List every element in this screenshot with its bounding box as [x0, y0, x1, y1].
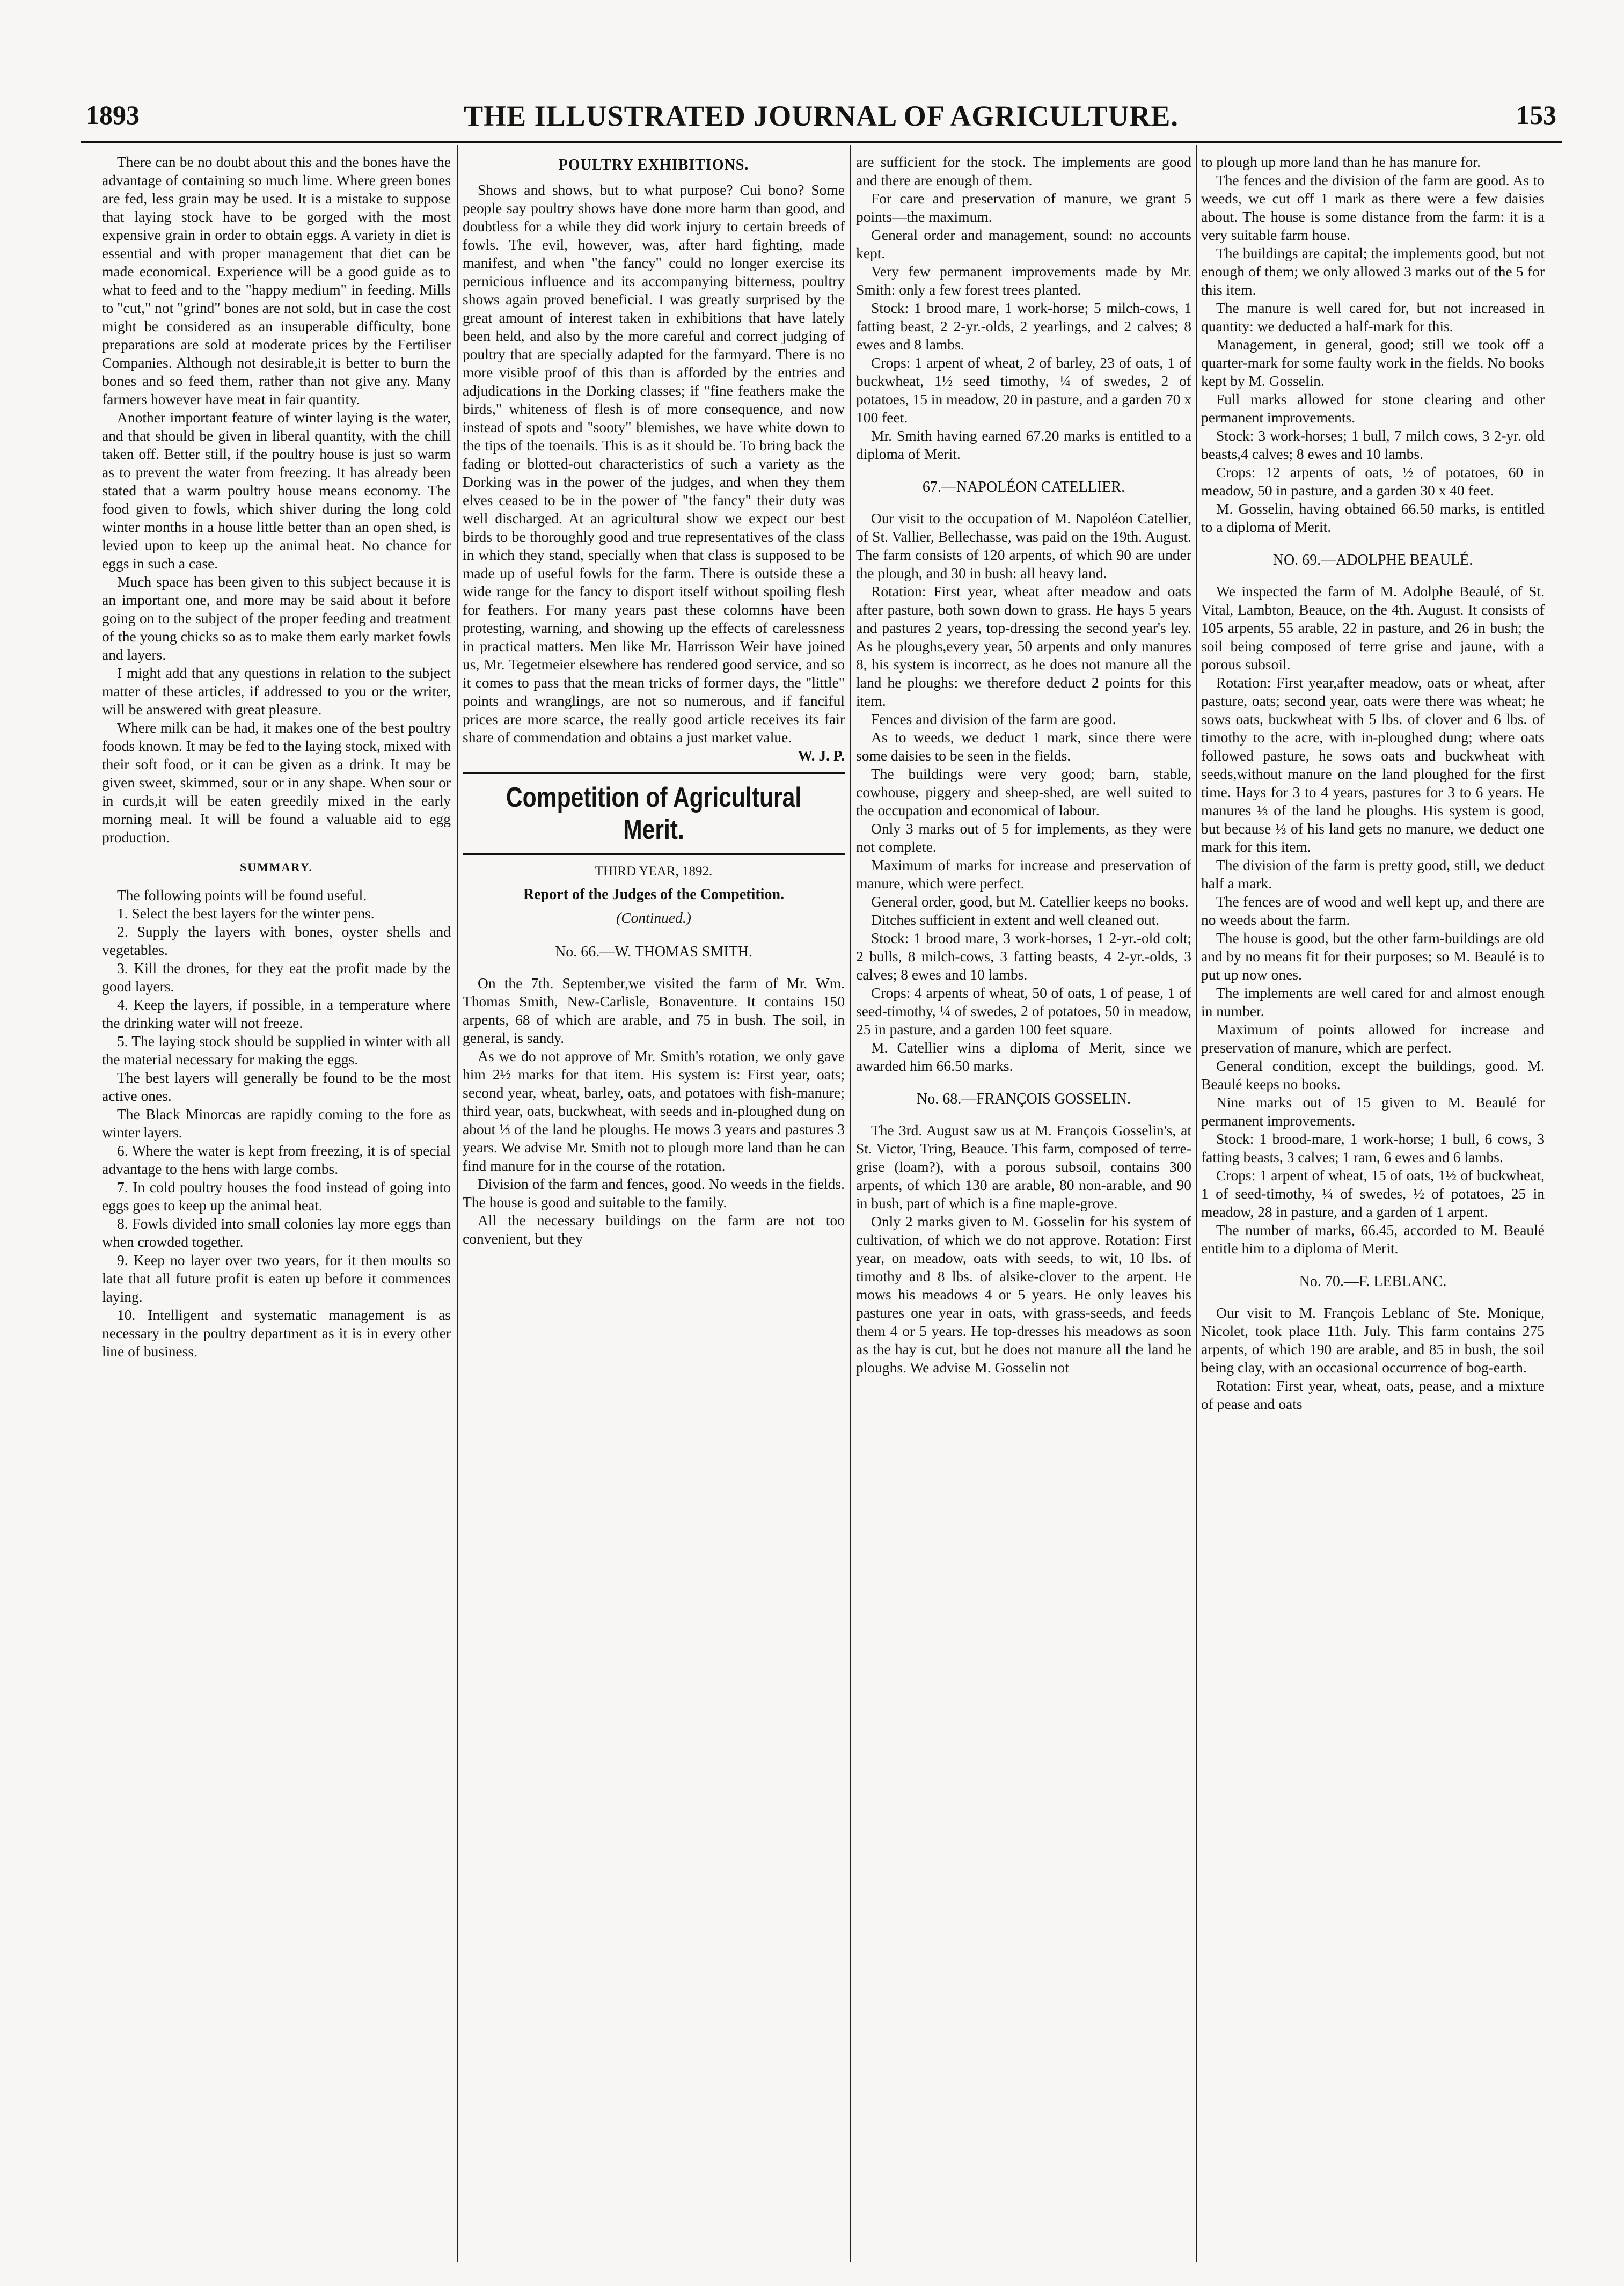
entry-69-title: NO. 69.—ADOLPHE BEAULÉ.: [1272, 552, 1473, 568]
paragraph: Mr. Smith having earned 67.20 marks is entitled to a diploma of Merit.: [856, 427, 1191, 462]
header-rule: [81, 141, 1562, 143]
paragraph: There can be no doubt about this and the bones have the advantage of containing so much lime. Where green bones are fed, less grain may be used. It is a mistake to suppose that laying stock have to be gorged with the most expensive grain in order to obtain eggs. A variety in diet is essential and with proper management that diet can be made economical. Experience will be a good guide as to what to feed and to the "happy medium" in feeding. Mills to "cut," not "grind" bones are not sold, but in case the cost might be considered as an insuperable difficulty, bone preparations are sold at moderate prices by the Fertiliser Companies. Although not desirable,it is better to burn the bones and so feed them, rather than not give any. Many farmers however have meat in fair quantity.: [102, 154, 451, 407]
paragraph: Full marks allowed for stone clearing and other permanent improvements.: [1201, 391, 1545, 426]
paragraph: Where milk can be had, it makes one of the best poultry foods known. It may be fed to the laying stock, mixed with their soft food, or it can be given as a drink. It may be given sweet, skimmed, sour or in any shape. When sour or in curds,it will be eaten greedily mixed in the early morning meal. It will be found a valuable aid to egg production.: [102, 719, 451, 845]
summary-item: 1. Select the best layers for the winter pens.: [117, 905, 375, 922]
paragraph: General condition, except the buildings, good. M. Beaulé keeps no books.: [1201, 1057, 1545, 1092]
paragraph: General order, good, but M. Catellier keeps no books.: [871, 893, 1189, 910]
paragraph: Much space has been given to this subject because it is an important one, and more may be said about it before going on to the subject of the proper feeding and treatment of the young chicks so as to make them early market fowls and layers.: [102, 573, 451, 663]
paragraph: Very few permanent improvements made by Mr. Smith: only a few forest trees planted.: [856, 263, 1191, 298]
paragraph: Our visit to M. François Leblanc of Ste. Monique, Nicolet, took place 11th. July. This farm contains 275 arpents, of which 190 are arable, and 85 in bush, the soil being clay, with an occasional occurrence of bog-earth.: [1201, 1304, 1545, 1376]
paragraph: For care and preservation of manure, we grant 5 points—the maximum.: [856, 190, 1191, 225]
summary-item: The best layers will generally be found to be the most active ones.: [102, 1069, 451, 1104]
paragraph: Nine marks out of 15 given to M. Beaulé for permanent improvements.: [1201, 1094, 1545, 1129]
paragraph: The manure is well cared for, but not increased in quantity: we deducted a half-mark for this.: [1201, 300, 1545, 334]
paragraph: Management, in general, good; still we took off a quarter-mark for some faulty work in the fields. No books kept by M. Gosselin.: [1201, 336, 1545, 389]
paragraph: Crops: 1 arpent of wheat, 15 of oats, 1½ of buckwheat, 1 of seed-timothy, ¼ of swedes, ½ of potatoes, 25 in meadow, 28 in pasture, and a garden of 1 arpent.: [1201, 1167, 1545, 1220]
report-title: Report of the Judges of the Competition.: [523, 886, 785, 903]
paragraph: General order and management, sound: no accounts kept.: [856, 227, 1191, 261]
paragraph: The buildings were very good; barn, stable, cowhouse, piggery and sheep-shed, are well suited to the occupation and economical of labour.: [856, 765, 1191, 819]
paragraph: Ditches sufficient in extent and well cleaned out.: [871, 911, 1160, 928]
summary-item: 4. Keep the layers, if possible, in a temperature where the drinking water will not freeze.: [102, 996, 451, 1031]
entry-66-title: No. 66.—W. THOMAS SMITH.: [555, 944, 752, 960]
header-year: 1893: [86, 100, 140, 130]
paragraph: Rotation: First year, wheat after meadow and oats after pasture, both sown down to grass. He hays 5 years and pastures 2 years, top-dressing the second year's ley. As he ploughs,every year, 50 arpents and only manures 8, his system is incorrect, as he does not manure all the land he ploughs: we therefore deduct 2 points for this item.: [856, 583, 1191, 709]
summary-item: 5. The laying stock should be supplied in winter with all the material necessary for making the eggs.: [102, 1033, 451, 1068]
paragraph: As we do not approve of Mr. Smith's rotation, we only gave him 2½ marks for that item. His system is: First year, oats; second year, wheat, barley, oats, and potatoes with fish-manure; third year, oats, buckwheat, with seeds and in-ploughed dung on about ⅓ of the land he ploughs. He mows 3 years and pastures 3 years. We advise Mr. Smith not to plough more land than he can find manure for in the course of the rotation.: [463, 1048, 845, 1174]
column-4: [1201, 153, 1545, 2262]
paragraph: Maximum of marks for increase and preservation of manure, which were perfect.: [856, 857, 1191, 892]
paragraph: Stock: 1 brood mare, 3 work-horses, 1 2-yr.-old colt; 2 bulls, 8 milch-cows, 3 fatting beasts, 4 2-yr.-olds, 3 calves; 8 ewes and 10 lambs.: [856, 930, 1191, 983]
column-2: [463, 153, 845, 2262]
page-header: [81, 99, 1562, 137]
paragraph: Rotation: First year, wheat, oats, pease, and a mixture of pease and oats: [1201, 1377, 1545, 1412]
section-rule: [463, 853, 845, 855]
paragraph: The buildings are capital; the implements good, but not enough of them; we only allowed 3 marks out of the 5 for this item.: [1201, 245, 1545, 298]
paragraph: Our visit to the occupation of M. Napoléon Catellier, of St. Vallier, Bellechasse, was paid on the 19th. August. The farm consists of 120 arpents, of which 90 are under the plough, and 30 in bush: all heavy land.: [856, 510, 1191, 581]
entry-67-title: 67.—NAPOLÉON CATELLIER.: [922, 479, 1125, 495]
paragraph: Stock: 1 brood mare, 1 work-horse; 5 milch-cows, 1 fatting beast, 2 2-yr.-olds, 2 yearlings, and 2 calves; 8 ewes and 8 lambs.: [856, 300, 1191, 353]
paragraph: The division of the farm is pretty good, still, we deduct half a mark.: [1201, 857, 1545, 892]
paragraph: The implements are well cared for and almost enough in number.: [1201, 984, 1545, 1019]
poultry-exhibitions-text: Shows and shows, but to what purpose? Cui bono? Some people say poultry shows have done more harm than good, and doubtless for a while they did work injury to certain breeds of fowls. The evil, however, was, after hard fighting, made manifest, and when "the fancy" could no longer exercise its pernicious influence and its accompanying bitterness, poultry shows again proved beneficial. I was greatly surprised by the great amount of interest taken in exhibitions that have lately been held, and also by the more careful and correct judging of poultry that are specially adapted for the farmyard. There is no more visible proof of this than is afforded by the entries and adjudications in the Dorking classes; if "fine feathers make the birds," whiteness of flesh is of more consequence, and now instead of spots and "sooty" blemishes, we have white down to the tips of the toenails. This is as it should be. To bring back the fading or blotted-out characteristics of such a variety as the Dorking was in the power of the judges, and when they them elves ceased to be in the power of "the fancy" their duty was well discharged. At an agricultural show we expect our best birds to be thoroughly good and true representatives of the class in which they stand, specially when that class is supposed to be made up of useful fowls for the farm. There is outside these a wide range for the fancy to disport itself without spoiling flesh for feathers. For many years past these colomns have been protesting, warning, and showing up the effects of carelessness in practical matters. Men like Mr. Harrisson Weir have joined us, Mr. Tegetmeier elsewhere has rendered good service, and so it comes to pass that the mean tricks of former days, the "little" points and wranglings, are not so numerous, and if fanciful prices are more scarce, the really good article receives its fair share of commendation and obtains a just market value.: [463, 181, 845, 746]
column-rule: [457, 145, 458, 2262]
paragraph: Maximum of points allowed for increase and preservation of manure, which are perfect.: [1201, 1021, 1545, 1056]
entry-68-title: No. 68.—FRANÇOIS GOSSELIN.: [916, 1091, 1131, 1107]
paragraph: Only 3 marks out of 5 for implements, as they were not complete.: [856, 820, 1191, 855]
column-3: [856, 153, 1191, 2262]
column-rule: [850, 145, 851, 2262]
paragraph: We inspected the farm of M. Adolphe Beaulé, of St. Vital, Lambton, Beauce, on the 4th. August. It consists of 105 arpents, 55 arable, 22 in pasture, and 26 in bush; the soil being composed of terre grise and jaune, with a porous subsoil.: [1201, 583, 1545, 673]
summary-item: 10. Intelligent and systematic management is as necessary in the poultry department as it is in every other line of business.: [102, 1306, 451, 1360]
paragraph: The number of marks, 66.45, accorded to M. Beaulé entitle him to a diploma of Merit.: [1201, 1222, 1545, 1257]
paragraph: All the necessary buildings on the farm are not too convenient, but they: [463, 1212, 845, 1247]
journal-title: THE ILLUSTRATED JOURNAL OF AGRICULTURE.: [464, 100, 1179, 132]
paragraph: Only 2 marks given to M. Gosselin for his system of cultivation, of which we do not approve. Rotation: First year, on meadow, oats with seeds, to wit, 10 lbs. of timothy and 8 lbs. of alsike-clover to the arpent. He mows his meadows 4 or 5 years. He only leaves his pastures one year in oats, with grass-seeds, and feeds them 4 or 5 years. He top-dresses his meadows as soon as the hay is cut, but he does not manure all the land he ploughs. We advise M. Gosselin not: [856, 1213, 1191, 1376]
competition-title: Competition of Agricultural Merit.: [506, 782, 802, 845]
paragraph: Crops: 4 arpents of wheat, 50 of oats, 1 of pease, 1 of seed-timothy, ¼ of swedes, 2 of potatoes, 50 in meadow, 25 in pasture, and a garden 100 feet square.: [856, 984, 1191, 1038]
paragraph: Stock: 1 brood-mare, 1 work-horse; 1 bull, 6 cows, 3 fatting beasts, 3 calves; 1 ram, 6 ewes and 6 lambs.: [1201, 1130, 1545, 1165]
entry-70-title: No. 70.—F. LEBLANC.: [1299, 1273, 1447, 1290]
poultry-exhibitions-heading: POULTRY EXHIBITIONS.: [558, 157, 749, 173]
paragraph: The fences and the division of the farm are good. As to weeds, we cut off 1 mark as there were a few daisies about. The house is some distance from the farm: it is a very suitable farm house.: [1201, 172, 1545, 243]
paragraph: Rotation: First year,after meadow, oats or wheat, after pasture, oats; second year, oats were there was wheat; he sows oats, buckwheat with 5 lbs. of clover and 6 lbs. of timothy to the acre, with in-ploughed dung; where oats followed pasture, he sows oats and buckwheat with seeds,without manure on the land ploughed for the first time. Hays for 3 to 4 years, pastures for 3 to 6 years. He manures ⅓ of the land he ploughs. His system is good, but because ⅓ of his land gets no manure, we deduct one mark for this item.: [1201, 674, 1545, 855]
paragraph: to plough up more land than he has manure for.: [1201, 154, 1481, 170]
summary-intro: The following points will be found useful.: [117, 887, 367, 903]
paragraph: On the 7th. September,we visited the farm of Mr. Wm. Thomas Smith, New-Carlisle, Bonaventure. It contains 150 arpents, 68 of which are arable, and 75 in bush. The soil, in general, is sandy.: [463, 975, 845, 1046]
paragraph: Fences and division of the farm are good.: [871, 711, 1116, 727]
section-rule: [463, 772, 845, 774]
paragraph: As to weeds, we deduct 1 mark, since there were some daisies to be seen in the fields.: [856, 729, 1191, 764]
paragraph: are sufficient for the stock. The implements are good and there are enough of them.: [856, 154, 1191, 188]
paragraph: The fences are of wood and well kept up, and there are no weeds about the farm.: [1201, 893, 1545, 928]
summary-item: 7. In cold poultry houses the food instead of going into eggs goes to keep up the animal heat.: [102, 1179, 451, 1214]
column-rule: [1196, 145, 1197, 2262]
paragraph: I might add that any questions in relation to the subject matter of these articles, if addressed to you or the writer, will be answered with great pleasure.: [102, 664, 451, 718]
paragraph: Division of the farm and fences, good. No weeds in the fields. The house is good and suitable to the family.: [463, 1175, 845, 1210]
summary-item: 3. Kill the drones, for they eat the profit made by the good layers.: [102, 960, 451, 995]
column-1: [102, 153, 451, 2262]
paragraph: The 3rd. August saw us at M. François Gosselin's, at St. Victor, Tring, Beauce. This farm, composed of terre-grise (loam?), with a porous subsoil, contains 300 arpents, of which 130 are arable, 80 non-arable, and 90 in bush, part of which is a fine maple-grove.: [856, 1122, 1191, 1211]
paragraph: M. Catellier wins a diploma of Merit, since we awarded him 66.50 marks.: [856, 1039, 1191, 1074]
summary-item: 9. Keep no layer over two years, for it then moults so late that all future profit is eaten up before it commences laying.: [102, 1252, 451, 1305]
paragraph: Stock: 3 work-horses; 1 bull, 7 milch cows, 3 2-yr. old beasts,4 calves; 8 ewes and 10 lambs.: [1201, 427, 1545, 462]
continued-note: (Continued.): [616, 909, 691, 926]
paragraph: M. Gosselin, having obtained 66.50 marks, is entitled to a diploma of Merit.: [1201, 500, 1545, 535]
signature: W. J. P.: [798, 747, 845, 764]
summary-item: 6. Where the water is kept from freezing, it is of special advantage to the hens with large combs.: [102, 1142, 451, 1177]
paragraph: Crops: 1 arpent of wheat, 2 of barley, 23 of oats, 1 of buckwheat, 1½ seed timothy, ¼ of swedes, 2 of potatoes, 15 in meadow, 20 in pasture, and a garden 70 x 100 feet.: [856, 354, 1191, 426]
page-number: 153: [1516, 100, 1556, 130]
paragraph: The house is good, but the other farm-buildings are old and by no means fit for their purposes; so M. Beaulé is to put up now ones.: [1201, 930, 1545, 983]
paragraph: Crops: 12 arpents of oats, ½ of potatoes, 60 in meadow, 50 in pasture, and a garden 30 x 40 feet.: [1201, 464, 1545, 499]
summary-heading: SUMMARY.: [239, 860, 313, 874]
summary-item: 8. Fowls divided into small colonies lay more eggs than when crowded together.: [102, 1215, 451, 1250]
paragraph: Another important feature of winter laying is the water, and that should be given in liberal quantity, with the chill taken off. Better still, if the poultry house is just so warm as to prevent the water from freezing. It has already been stated that a warm poultry house means economy. The food given to fowls, which shiver during the long cold winter months in a house little better than an open shed, is levied upon to keep up the animal heat. No chance for eggs in such a case.: [102, 409, 451, 572]
third-year: THIRD YEAR, 1892.: [595, 864, 713, 879]
summary-item: The Black Minorcas are rapidly coming to the fore as winter layers.: [102, 1106, 451, 1141]
summary-item: 2. Supply the layers with bones, oyster shells and vegetables.: [102, 923, 451, 958]
